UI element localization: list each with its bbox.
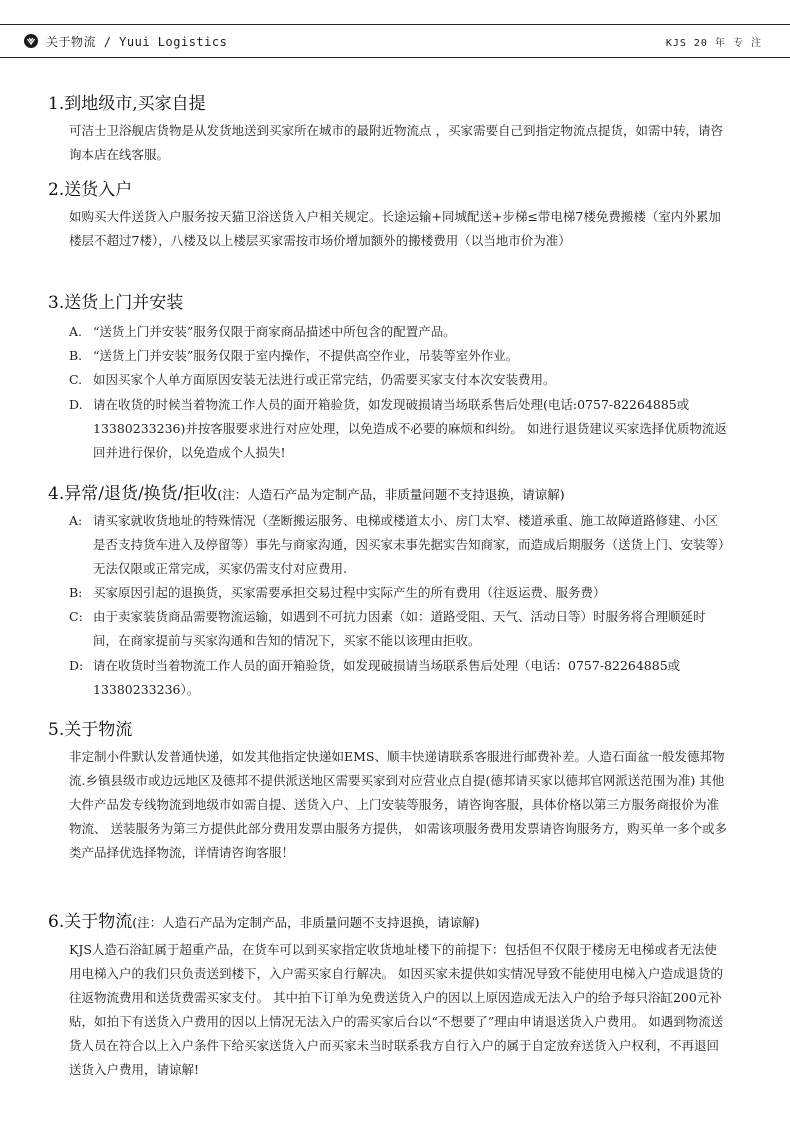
- list-item-text: 如因买家个人单方面原因安装无法进行或正常完结，仍需要买家支付本次安装费用。: [93, 372, 556, 387]
- list-item: [69, 581, 729, 605]
- section-2-title: 2.送货入户: [48, 180, 133, 200]
- list-item-text: 买家原因引起的退换货，买家需要承担交易过程中实际产生的所有费用（往返运费、服务费）: [93, 585, 606, 600]
- section-6-title: 6.关于物流(注：人造石产品为定制产品，非质量问题不支持退换，请谅解): [48, 912, 480, 932]
- list-item: [69, 320, 729, 344]
- list-item-label: D.: [69, 397, 83, 412]
- header-title: 关于物流 / Yuui Logistics: [46, 35, 228, 49]
- section-6-note: (注：人造石产品为定制产品，非质量问题不支持退换，请谅解): [132, 915, 480, 930]
- list-item-label: A:: [69, 513, 83, 528]
- list-item: [69, 344, 729, 368]
- list-item: [69, 368, 729, 392]
- section-6-text: KJS人造石浴缸属于超重产品，在货车可以到买家指定收货地址楼下的前提下：包括但不仅限于楼房无电梯或者无法使用电梯入户的我们只负责送到楼下，入户需买家自行解决。 如因买家未提供如实情况导致不能使用电梯入户造成退货的往返物流费用和送货费需买家支付。 其中拍下订单为免费送货入户的因以上原因造成无法入户的给予每只浴缸200元补贴，如拍下有送货入户费用的因以上情况无法入户的需买家后台以“不想要了”理由申请退送货入户费用。 如遇到物流送货人员在符合以上入户条件下给买家送货入户而买家未当时联系我方自行入户的属于自定放弃送货入户权利，不再退回送货入户费用，请谅解!: [69, 942, 724, 1077]
- list-item: [69, 509, 729, 581]
- section-1-title: 1.到地级市,买家自提: [48, 94, 206, 114]
- list-item-label: A.: [69, 324, 83, 339]
- list-item-text: “送货上门并安装”服务仅限于室内操作，不提供高空作业，吊装等室外作业。: [93, 348, 519, 363]
- section-3-title: 3.送货上门并安装: [48, 293, 184, 313]
- section-2-text: 如购买大件送货入户服务按天猫卫浴送货入户相关规定。长途运输+同城配送+步梯≤带电梯7楼免费搬楼（室内外累加楼层不超过7楼），八楼及以上楼层买家需按市场价增加额外的搬楼费用（以当地市价为准）: [69, 209, 721, 248]
- list-item-label: B:: [69, 585, 83, 600]
- page-header: [0, 24, 790, 58]
- section-5-text: 非定制小件默认发普通快递，如发其他指定快递如EMS、顺丰快递请联系客服进行邮费补差。人造石面盆一般发德邦物流.乡镇县级市或边远地区及德邦不提供派送地区需要买家到对应营业点自提(德邦请买家以德邦官网派送范围为准) 其他大件产品发专线物流到地级市如需自提、送货入户、上门安装等服务，请咨询客服，具体价格以第三方服务商报价为准物流、 送装服务为第三方提供此部分费用发票由服务方提供， 如需该项服务费用发票请咨询服务方，购买单一多个或多类产品择优选择物流，详情请咨询客服！: [69, 749, 727, 860]
- list-item-label: B.: [69, 348, 83, 363]
- section-1-text: 可洁士卫浴舰店货物是从发货地送到买家所在城市的最附近物流点 ，买家需要自己到指定物流点提货，如需中转，请咨询本店在线客服。: [69, 123, 723, 162]
- list-item: [69, 605, 729, 653]
- list-item-label: C.: [69, 372, 83, 387]
- list-item-label: D:: [69, 658, 84, 673]
- header-tagline: KJS 20 年 专 注: [665, 38, 762, 49]
- list-item-text: 由于卖家装货商品需要物流运输，如遇到不可抗力因素（如：道路受阻、天气、活动日等）时服务将合理顺延时间，在商家提前与买家沟通和告知的情况下，买家不能以该理由拒收。: [93, 609, 706, 648]
- section-4-note: (注：人造石产品为定制产品，非质量问题不支持退换，请谅解): [217, 487, 565, 502]
- brand-logo-icon: [24, 34, 38, 48]
- list-item-text: 请在收货的时候当着物流工作人员的面开箱验货，如发现破损请当场联系售后处理(电话:0757-82264885或13380233236)并按客服要求进行对应处理，以免造成不必要的麻烦和纠纷。 如进行退货建议买家选择优质物流返回并进行保价，以免造成个人损失!: [93, 397, 727, 460]
- list-item: [69, 654, 729, 702]
- list-item-text: 请在收货时当着物流工作人员的面开箱验货，如发现破损请当场联系售后处理（电话：0757-82264885或13380233236）。: [93, 658, 681, 697]
- list-item: [69, 393, 729, 465]
- section-4-title: 4.异常/退货/换货/拒收(注：人造石产品为定制产品，非质量问题不支持退换，请谅解): [48, 484, 565, 504]
- list-item-text: “送货上门并安装”服务仅限于商家商品描述中所包含的配置产品。: [93, 324, 456, 339]
- list-item-text: 请买家就收货地址的特殊情况（垄断搬运服务、电梯或楼道太小、房门太窄、楼道承重、施工故障道路修建、小区是否支持货车进入及停留等）事先与商家沟通，因买家未事先据实告知商家，而造成后期服务（送货上门、安装等）无法仅限或正常完成，买家仍需支付对应费用.: [93, 513, 725, 576]
- section-5-title: 5.关于物流: [48, 720, 133, 740]
- list-item-label: C:: [69, 609, 83, 624]
